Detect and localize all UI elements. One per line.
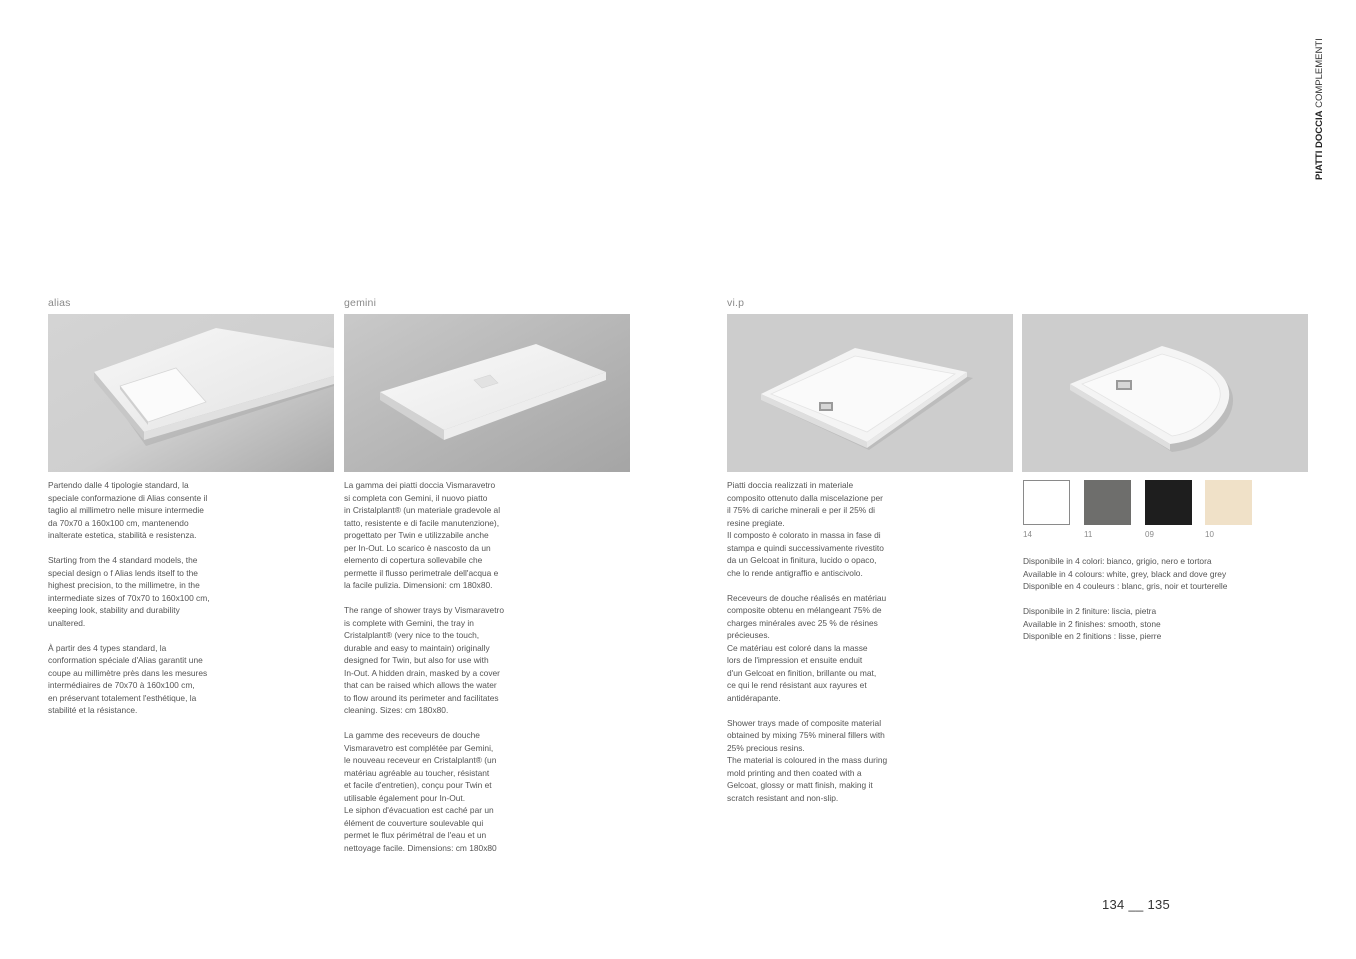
vip-rectangular-photo xyxy=(727,314,1013,472)
vip-availability xyxy=(1023,555,1283,655)
gemini-text-it: La gamma dei piatti doccia Vismaravetro si completa con Gemini, il nuovo piatto in Cristalplant® (un materiale gradevole al tatto, resistente e di facile manutenzione), progettato per Twin e utilizzabile anche per In-Out. Lo scarico è nascosto da un elemento di copertura sollevabile che permette il flusso perimetrale dell'acqua e la facile pulizia. Dimensioni: cm 180x80. xyxy=(344,480,501,590)
running-head xyxy=(1314,38,1326,180)
color-swatch-11 xyxy=(1084,480,1131,525)
alias-description xyxy=(48,479,238,729)
swatch-code-09: 09 xyxy=(1145,530,1154,539)
alias-text-it: Partendo dalle 4 tipologie standard, la speciale conformazione di Alias consente il taglio al millimetro nelle misure intermedie da 70x70 a 160x100 cm, mantenendo inalterate estetica, stabilità e resistenza. xyxy=(48,480,208,540)
vip-text-it: Piatti doccia realizzati in materiale composito ottenuto dalla miscelazione per il 75% di cariche minerali e per il 25% di resine pregiate. Il composto è colorato in massa in fase di stampa e quindi successivamente rivestito da un Gelcoat in finitura, lucido o opaco, che lo rende antigraffio e antiscivolo. xyxy=(727,480,884,578)
section-label-alias: alias xyxy=(48,297,71,309)
section-label-gemini: gemini xyxy=(344,297,377,309)
alias-text-en: Starting from the 4 standard models, the special design o f Alias lends itself to the highest precision, to the millimetre, in the intermediate sizes of 70x70 to 160x100 cm, keeping look, stability and durability unaltered. xyxy=(48,555,210,628)
color-swatch-10 xyxy=(1205,480,1252,525)
page-number-left: 134 xyxy=(1102,897,1125,912)
swatch-code-14: 14 xyxy=(1023,530,1032,539)
page-numbers xyxy=(1102,897,1170,912)
vip-quadrant-photo xyxy=(1022,314,1308,472)
gemini-text-en: The range of shower trays by Vismaravetro is complete with Gemini, the tray in Cristalplant® (very nice to the touch, durable and easy to maintain) originally designed for Twin, but also for use with In-Out. A hidden drain, masked by a cover that can be raised which allows the water to flow around its perimeter and facilitates cleaning. Sizes: cm 180x80. xyxy=(344,605,504,715)
alias-text-fr: À partir des 4 types standard, la conformation spéciale d'Alias garantit une coupe au millimètre près dans les mesures intermédiaires de 70x70 à 160x100 cm, en préservant totalement l'esthétique, la stabilité et la résistance. xyxy=(48,642,208,715)
section-label-vip: vi.p xyxy=(727,297,745,309)
running-head-light: COMPLEMENTI xyxy=(1314,38,1325,108)
vip-description xyxy=(727,479,927,817)
vip-text-fr: Receveurs de douche réalisés en matériau composite obtenu en mélangeant 75% de charges minérales avec 25 % de résines précieuses. Ce matériau est coloré dans la masse lors de l'impression et ensuite enduit d'un Gelcoat en finition, brillante ou mat, ce qui le rend résistant aux rayures et antidérapante. xyxy=(727,592,887,703)
running-head-bold: PIATTI DOCCIA xyxy=(1314,110,1325,180)
gemini-description xyxy=(344,479,534,867)
gemini-photo xyxy=(344,314,630,472)
page-number-separator: __ xyxy=(1128,897,1144,912)
vip-text-en: Shower trays made of composite material obtained by mixing 75% mineral fillers with 25% precious resins. The material is coloured in the mass during mold printing and then coated with a Gelcoat, glossy or matt finish, making it scratch resistant and non-slip. xyxy=(727,717,888,803)
vip-colors-info: Disponibile in 4 colori: bianco, grigio, nero e tortora Available in 4 colours: white, grey, black and dove grey Disponible en 4 couleurs : blanc, gris, noir et tourterelle xyxy=(1023,556,1228,591)
page-number-right: 135 xyxy=(1147,897,1171,912)
swatch-code-11: 11 xyxy=(1084,530,1093,539)
color-swatch-09 xyxy=(1145,480,1192,525)
color-swatch-14 xyxy=(1023,480,1070,525)
swatch-code-10: 10 xyxy=(1205,530,1214,539)
gemini-text-fr: La gamme des receveurs de douche Vismaravetro est complétée par Gemini, le nouveau receveur en Cristalplant® (un matériau agréable au toucher, résistant et facile d'entretien), conçu pour Twin et utilisable également pour In-Out. Le siphon d'évacuation est caché par un élément de couverture soulevable qui permet le flux périmétral de l'eau et un nettoyage facile. Dimensions: cm 180x80 xyxy=(344,730,497,853)
vip-finishes-info: Disponibile in 2 finiture: liscia, pietra Available in 2 finishes: smooth, stone Disponible en 2 finitions : lisse, pierre xyxy=(1023,606,1162,641)
alias-photo xyxy=(48,314,334,472)
